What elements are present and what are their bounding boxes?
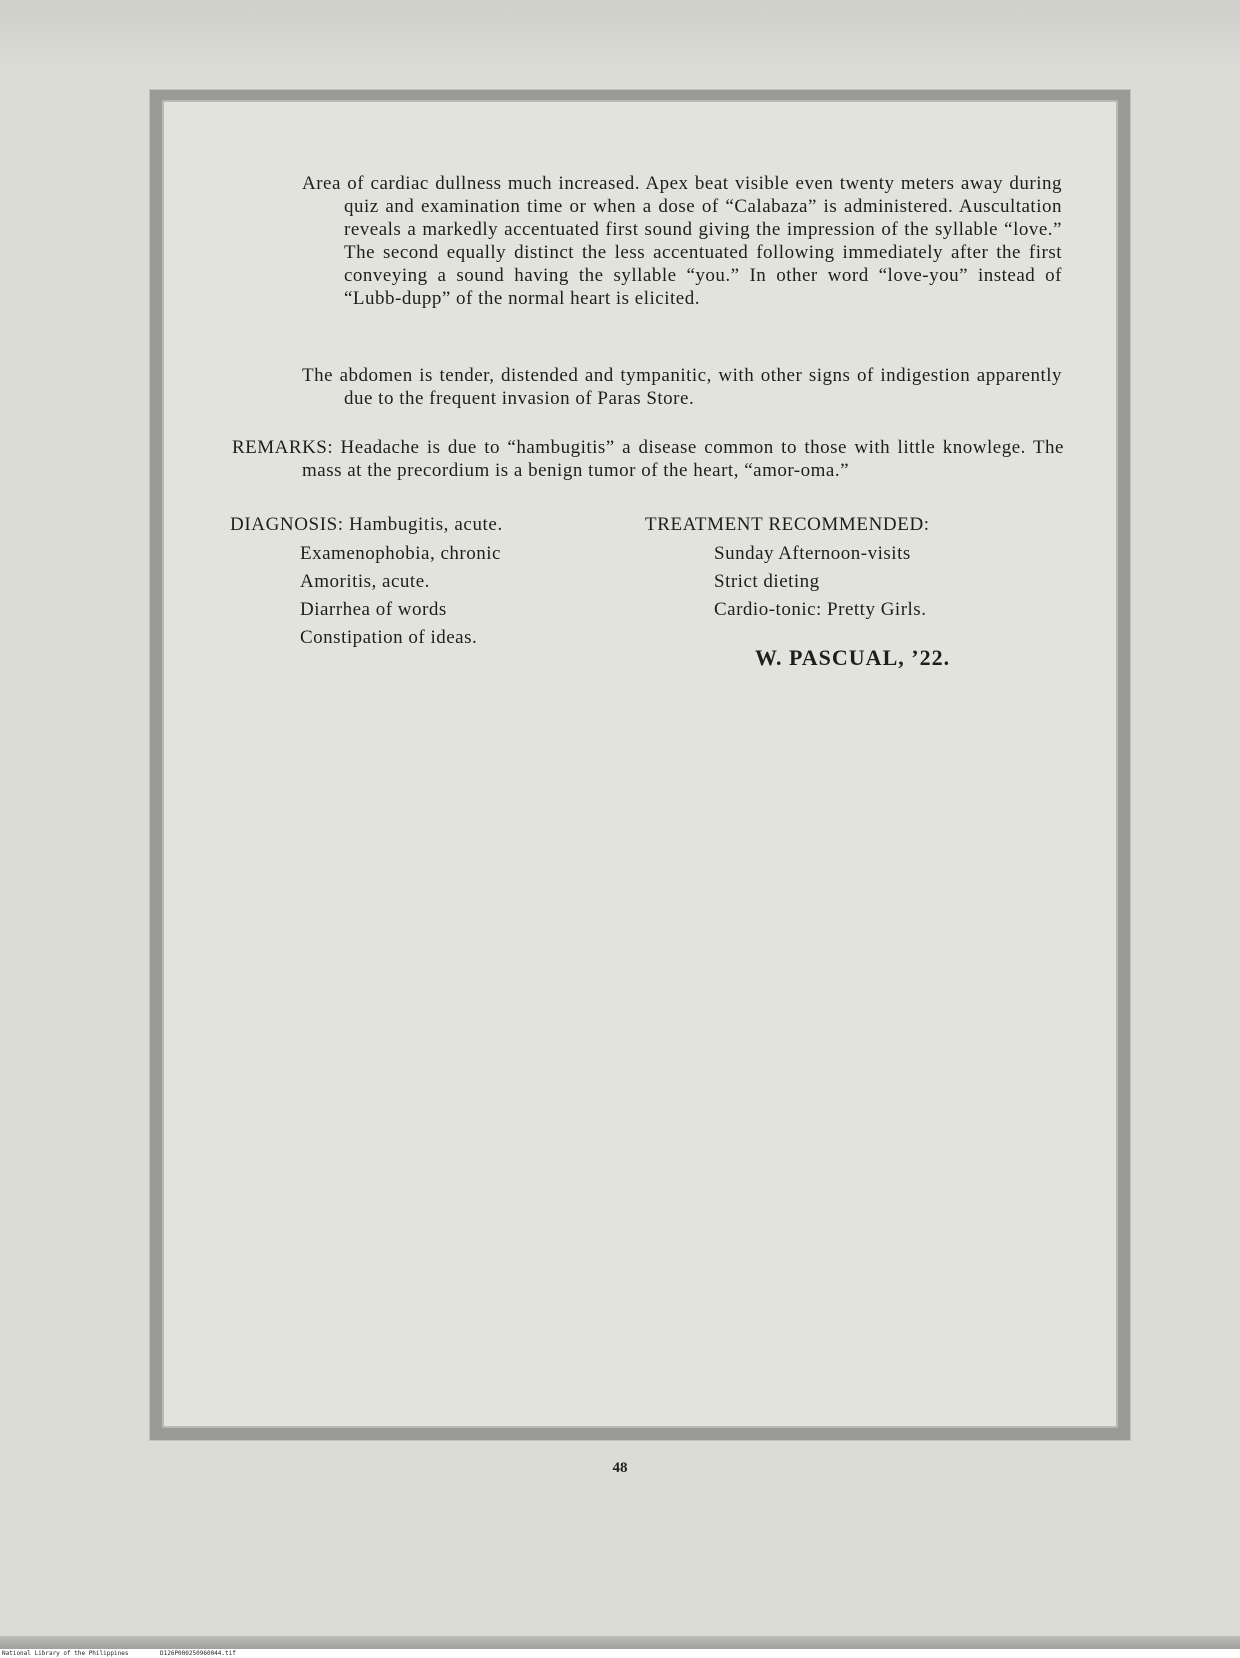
diagnosis-item: Constipation of ideas. — [300, 627, 478, 648]
treatment-heading: TREATMENT RECOMMENDED: — [645, 514, 930, 535]
findings-paragraph-abdomen: The abdomen is tender, distended and tympanitic, with other signs of indigestion apparently due to the frequent invasion of Paras Store. — [302, 365, 1062, 409]
diagnosis-heading: DIAGNOSIS: Hambugitis, acute. — [230, 514, 503, 535]
remarks-paragraph: REMARKS: Headache is due to “hambugitis” a disease common to those with little knowlege. The mass at the precordium is a benign tumor of the heart, “amor-oma.” — [232, 437, 1064, 481]
footer-file-id: D126P000250960044.tif — [160, 1650, 236, 1657]
author-signature: W. PASCUAL, ’22. — [755, 645, 951, 670]
diagnosis-item: Amoritis, acute. — [300, 571, 430, 592]
page-number: 48 — [612, 1460, 628, 1476]
footer-library-label: National Library of the Philippines — [2, 1650, 129, 1657]
treatment-item: Sunday Afternoon-visits — [714, 543, 911, 564]
diagnosis-item: Diarrhea of words — [300, 599, 447, 620]
diagnosis-list — [300, 540, 501, 652]
treatment-item: Strict dieting — [714, 571, 820, 592]
diagnosis-item: Examenophobia, chronic — [300, 543, 501, 564]
scan-shadow — [0, 0, 1240, 70]
findings-paragraph-cardiac: Area of cardiac dullness much increased. Apex beat visible even twenty meters away during quiz and examination time or when a dose of “Calabaza” is administered. Auscultation reveals a markedly accentuated first sound giving the impression of the syllable “love.” The second equally distinct the less accentuated following immediately after the first conveying a sound having the syllable “you.” In other word “love-you” instead of “Lubb-dupp” of the normal heart is elicited. — [302, 173, 1062, 309]
treatment-list — [714, 540, 926, 624]
treatment-item: Cardio-tonic: Pretty Girls. — [714, 599, 927, 620]
